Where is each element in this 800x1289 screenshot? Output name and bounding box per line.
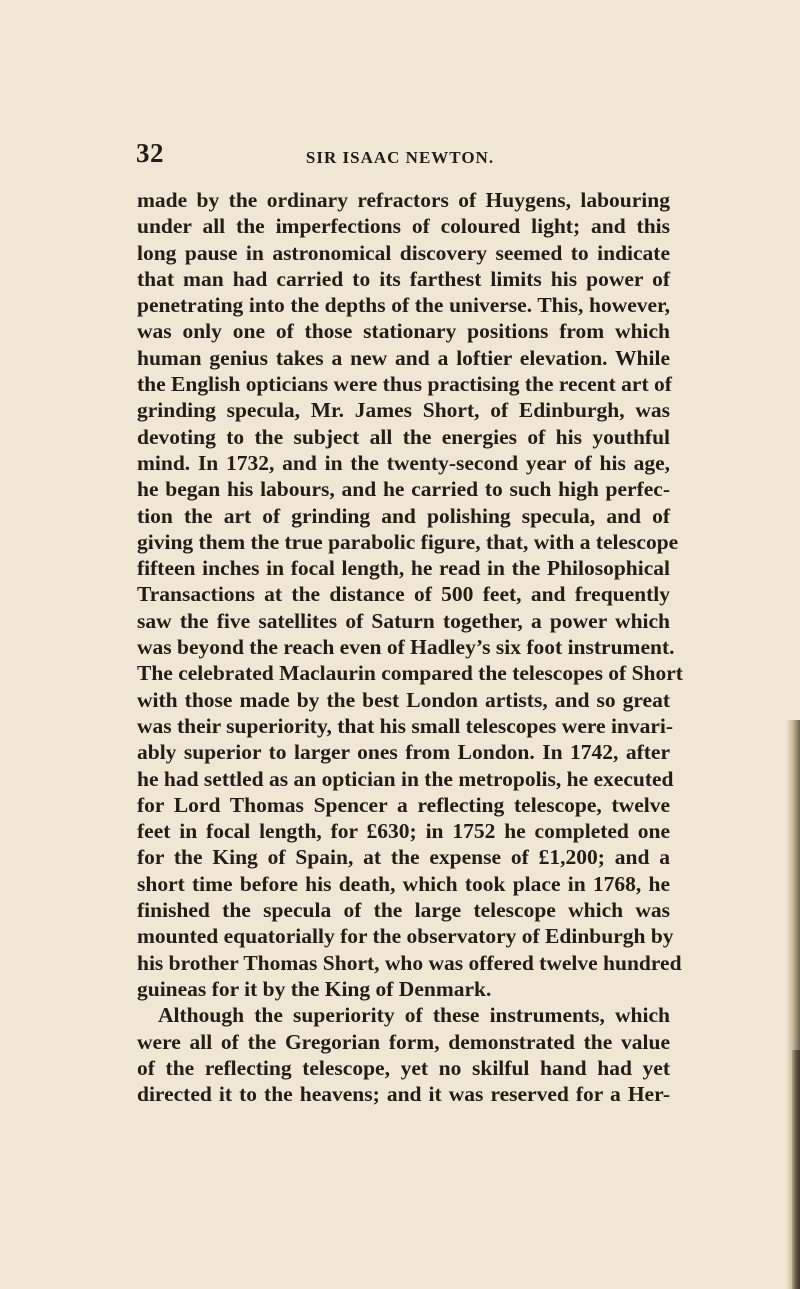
text-line: human genius takes a new and a loftier elevation. While bbox=[137, 345, 670, 370]
text-line: the English opticians were thus practising the recent art of bbox=[137, 372, 672, 397]
text-line: giving them the true parabolic figure, that, with a telescope bbox=[137, 529, 679, 554]
text-line: long pause in astronomical discovery seemed to indicate bbox=[137, 240, 670, 265]
text-line: ably superior to larger ones from London. In 1742, after bbox=[137, 740, 670, 765]
running-head bbox=[0, 138, 800, 178]
page-number: 32 bbox=[136, 138, 164, 168]
text-line: mounted equatorially for the observatory of Edinburgh by bbox=[137, 924, 674, 949]
text-line: with those made by the best London artists, and so great bbox=[137, 687, 670, 712]
text-line: was beyond the reach even of Hadley’s six foot instrument. bbox=[137, 635, 675, 660]
text-line: were all of the Gregorian form, demonstrated the value bbox=[137, 1029, 670, 1054]
text-line: finished the specula of the large telescope which was bbox=[137, 898, 670, 923]
text-line: was only one of those stationary positions from which bbox=[137, 319, 670, 344]
text-line: of the reflecting telescope, yet no skilful hand had yet bbox=[137, 1055, 670, 1080]
text-line: guineas for it by the King of Denmark. bbox=[137, 976, 492, 1001]
text-line: penetrating into the depths of the universe. This, however, bbox=[137, 293, 670, 318]
text-line: grinding specula, Mr. James Short, of Edinburgh, was bbox=[137, 398, 670, 423]
text-line: directed it to the heavens; and it was reserved for a Her- bbox=[137, 1082, 670, 1107]
text-line: under all the imperfections of coloured light; and this bbox=[137, 214, 670, 239]
text-line: short time before his death, which took place in 1768, he bbox=[137, 871, 670, 896]
text-line: for the King of Spain, at the expense of £1,200; and a bbox=[137, 845, 670, 870]
text-line: he had settled as an optician in the metropolis, he executed bbox=[137, 766, 674, 791]
text-line: for Lord Thomas Spencer a reflecting telescope, twelve bbox=[137, 792, 670, 817]
text-line: saw the five satellites of Saturn together, a power which bbox=[137, 608, 670, 633]
text-line: that man had carried to its farthest limits his power of bbox=[137, 266, 670, 291]
text-line: feet in focal length, for £630; in 1752 he completed one bbox=[137, 819, 670, 844]
text-line: mind. In 1732, and in the twenty-second year of his age, bbox=[137, 450, 670, 475]
text-line: fifteen inches in focal length, he read in the Philosophical bbox=[137, 556, 670, 581]
text-line: his brother Thomas Short, who was offered twelve hundred bbox=[137, 950, 682, 975]
text-line: made by the ordinary refractors of Huygens, labouring bbox=[137, 188, 670, 212]
text-line: tion the art of grinding and polishing specula, and of bbox=[137, 503, 670, 528]
page-edge-dark-shadow bbox=[792, 1050, 800, 1289]
running-title: SIR ISAAC NEWTON. bbox=[305, 148, 495, 167]
text-line: was their superiority, that his small telescopes were invari- bbox=[137, 713, 674, 738]
text-line: he began his labours, and he carried to such high perfec- bbox=[137, 477, 670, 502]
text-line: devoting to the subject all the energies of his youthful bbox=[137, 424, 670, 449]
text-line: The celebrated Maclaurin compared the telescopes of Short bbox=[137, 661, 683, 686]
body-text bbox=[137, 187, 683, 1107]
text-line: Although the superiority of these instruments, which bbox=[158, 1003, 670, 1028]
text-line: Transactions at the distance of 500 feet, and frequently bbox=[137, 582, 670, 607]
